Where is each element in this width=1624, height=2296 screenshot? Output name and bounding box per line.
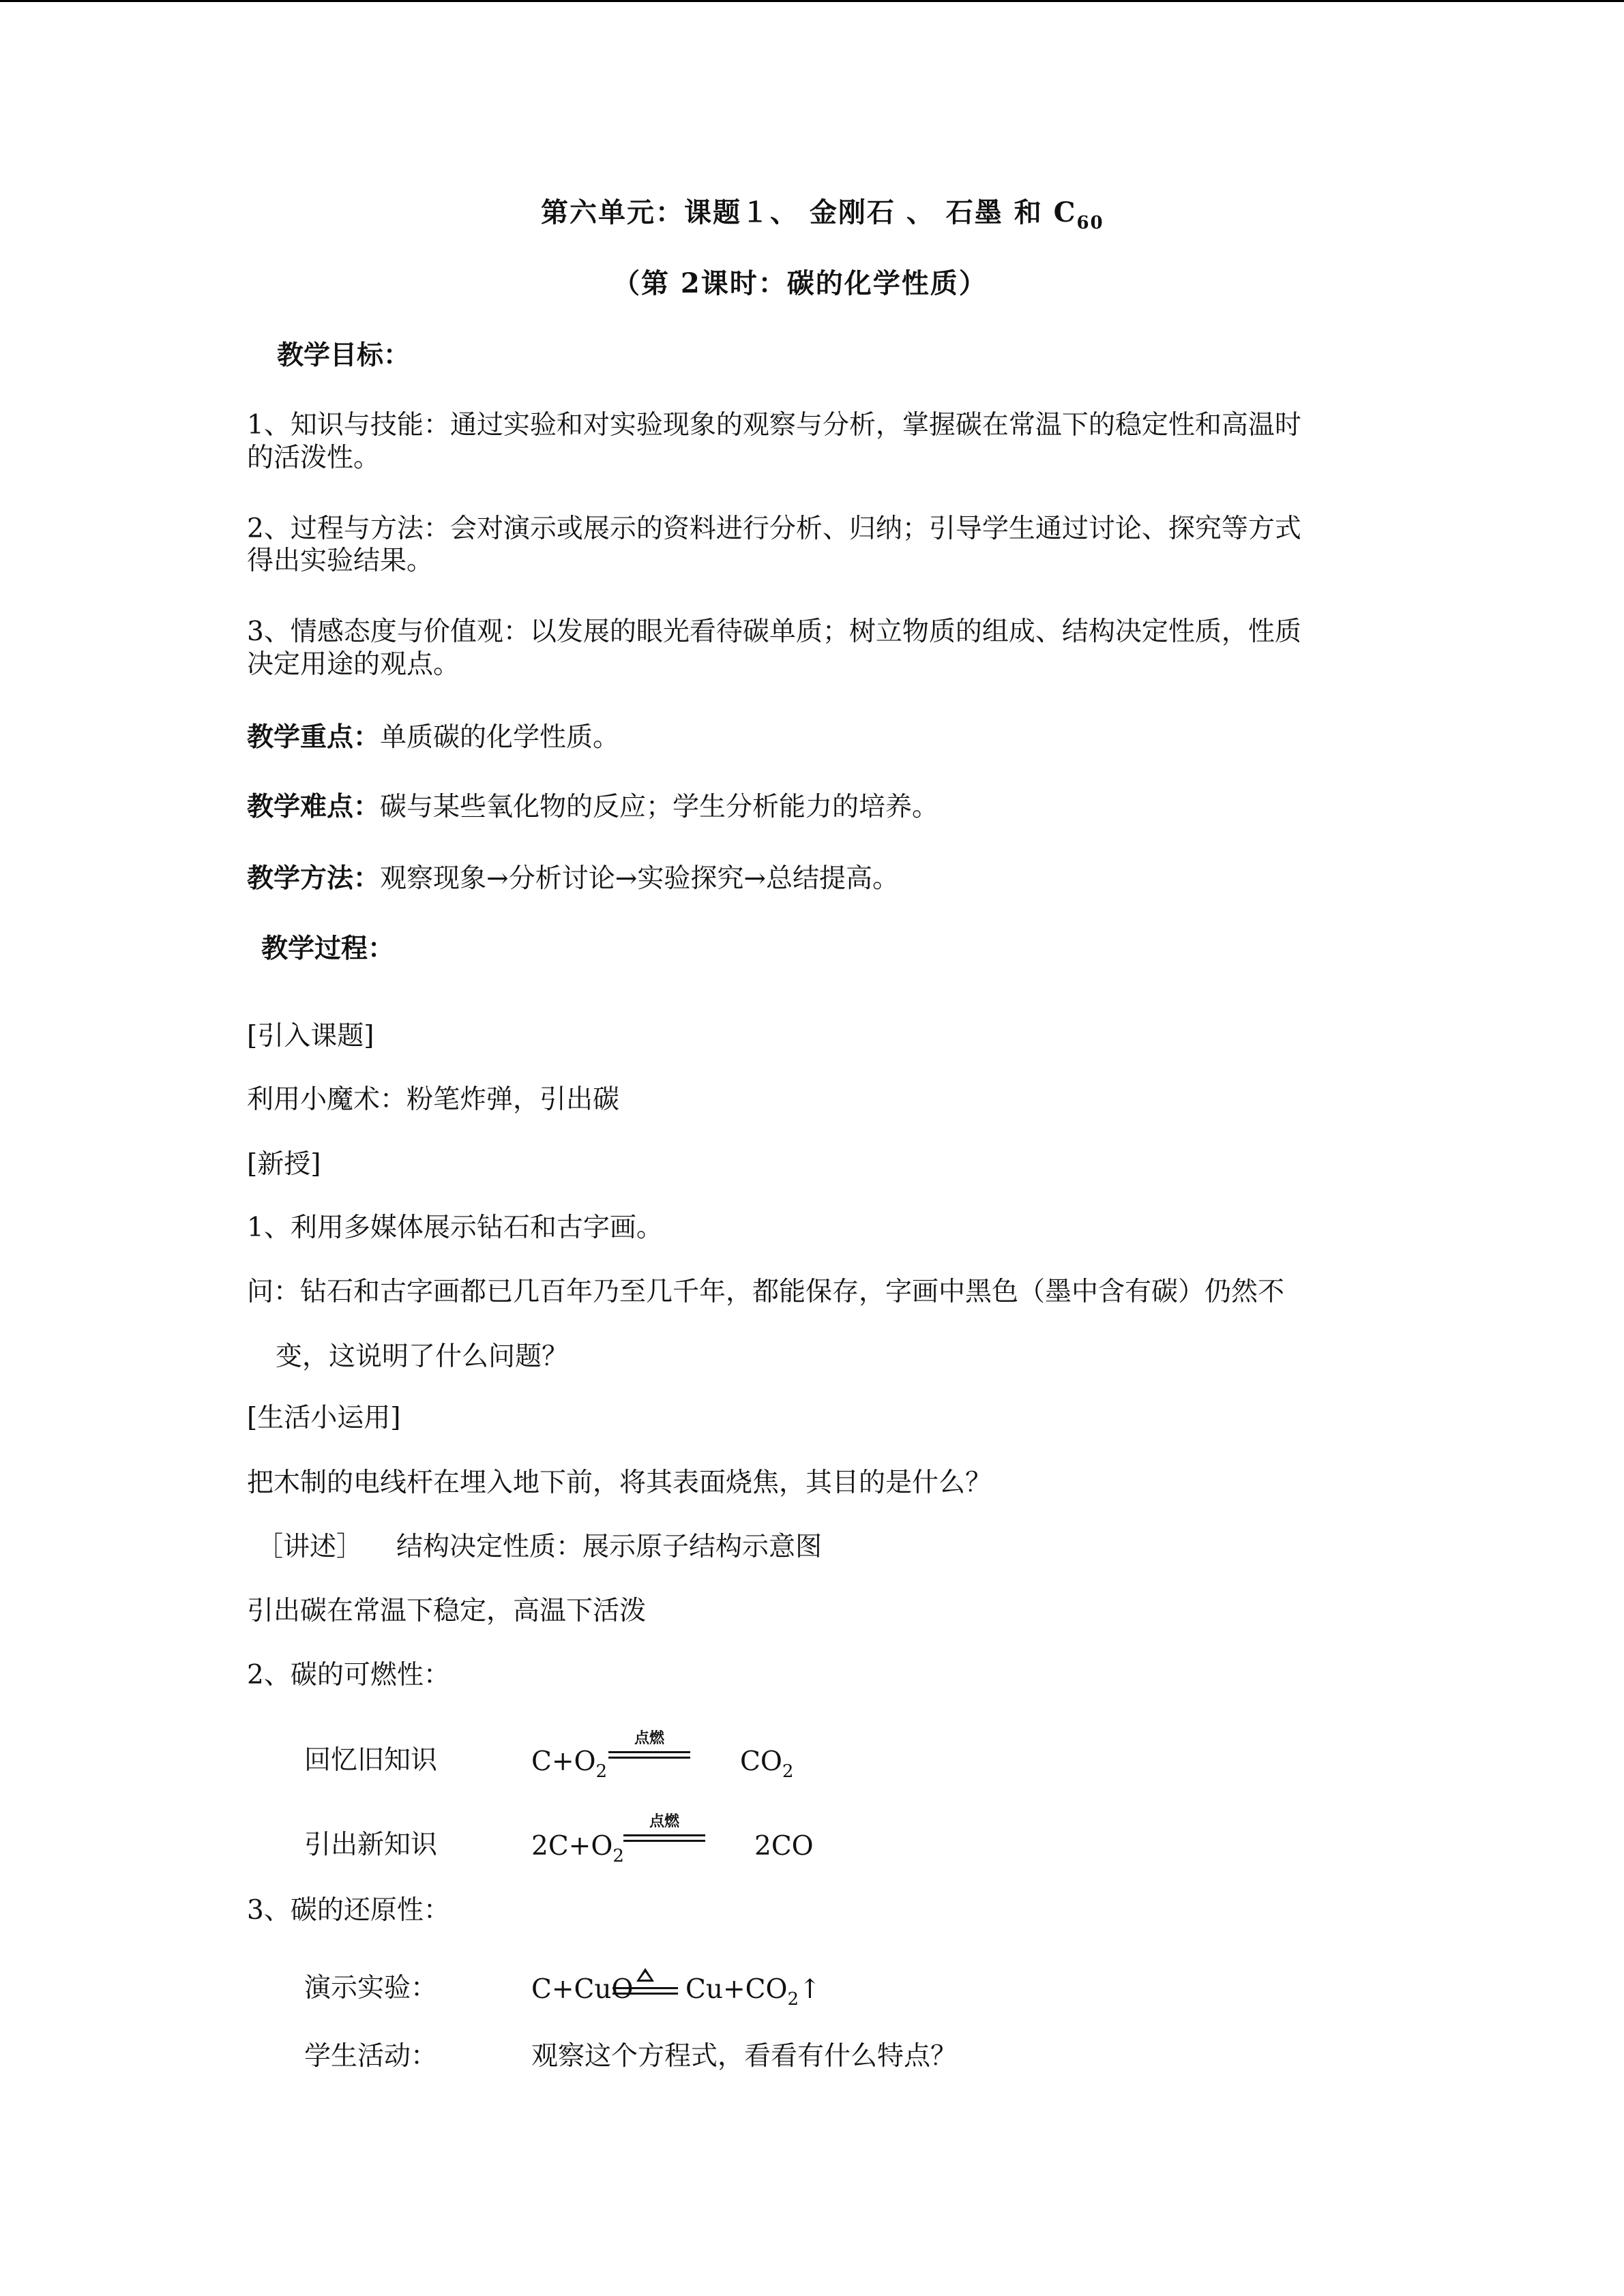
life-text: 把木制的电线杆在埋入地下前，将其表面烧焦，其目的是什么？ bbox=[247, 1467, 992, 1498]
objective-2-line1: 2、过程与方法：会对演示或展示的资料进行分析、归纳；引导学生通过讨论、探究等方式 bbox=[247, 513, 1301, 544]
new-knowledge-label: 引出新知识 bbox=[304, 1830, 438, 1860]
heat-triangle-icon bbox=[636, 1968, 654, 1982]
objective-1-line2: 的活泼性。 bbox=[247, 443, 381, 473]
demo-lhs: C+CuO bbox=[531, 1974, 634, 2005]
recall-lhs: $C+O_2$ bbox=[531, 1746, 608, 1782]
page-top-border bbox=[0, 0, 1624, 2]
student-label: 学生活动： bbox=[304, 2041, 438, 2072]
objectives-heading: 教学目标： bbox=[277, 340, 411, 371]
objective-3-line1: 3、情感态度与价值观：以发展的眼光看待碳单质；树立物质的组成、结构决定性质，性质 bbox=[247, 616, 1301, 647]
ignite-condition-1: 点燃 bbox=[608, 1731, 690, 1763]
new-tag: [新授] bbox=[247, 1149, 321, 1180]
page-subtitle: （第 2课时：碳的化学性质） bbox=[612, 267, 988, 299]
objective-3-line2: 决定用途的观点。 bbox=[247, 649, 460, 680]
demo-label: 演示实验： bbox=[304, 1973, 438, 2003]
objective-2-line2: 得出实验结果。 bbox=[247, 546, 434, 576]
new-lhs: $2C+O_2$ bbox=[531, 1831, 624, 1866]
conclusion: 引出碳在常温下稳定，高温下活泼 bbox=[247, 1596, 647, 1626]
student-text: 观察这个方程式，看看有什么特点？ bbox=[531, 2041, 958, 2072]
lecture-text: 结构决定性质：展示原子结构示意图 bbox=[396, 1532, 823, 1562]
teaching-method: 教学方法：观察现象→分析讨论→实验探究→总结提高。 bbox=[247, 863, 900, 894]
heat-condition bbox=[612, 1967, 678, 1999]
objective-1-line1: 1、知识与技能：通过实验和对实验现象的观察与分析，掌握碳在常温下的稳定性和高温时 bbox=[247, 410, 1301, 441]
recall-rhs: $CO_2$ bbox=[740, 1746, 794, 1782]
key-point: 教学重点：单质碳的化学性质。 bbox=[247, 721, 620, 753]
process-heading: 教学过程： bbox=[261, 933, 395, 964]
question-line1: 问：钻石和古字画都已几百年乃至几千年，都能保存，字画中黑色（墨中含有碳）仍然不 bbox=[247, 1277, 1285, 1307]
step-2: 2、碳的可燃性： bbox=[247, 1660, 450, 1690]
life-tag: [生活小运用] bbox=[247, 1403, 401, 1433]
question-line2: 变，这说明了什么问题？ bbox=[276, 1341, 569, 1372]
step-3: 3、碳的还原性： bbox=[247, 1895, 450, 1926]
intro-tag: [引入课题] bbox=[247, 1021, 374, 1052]
recall-label: 回忆旧知识 bbox=[304, 1745, 438, 1776]
lecture-tag: ［讲述］ bbox=[256, 1532, 364, 1562]
ignite-condition-2: 点燃 bbox=[623, 1814, 705, 1847]
intro-text: 利用小魔术：粉笔炸弹，引出碳 bbox=[247, 1084, 620, 1115]
new-rhs: 2CO bbox=[754, 1831, 814, 1862]
demo-rhs: $Cu+CO_2↑$ bbox=[685, 1974, 821, 2010]
page-title: 第六单元：课题１、 金刚石 、 石墨 和 $C_{60}$ bbox=[541, 196, 1104, 233]
difficulty: 教学难点：碳与某些氧化物的反应；学生分析能力的培养。 bbox=[247, 791, 939, 822]
step-1: 1、利用多媒体展示钻石和古字画。 bbox=[247, 1212, 663, 1243]
